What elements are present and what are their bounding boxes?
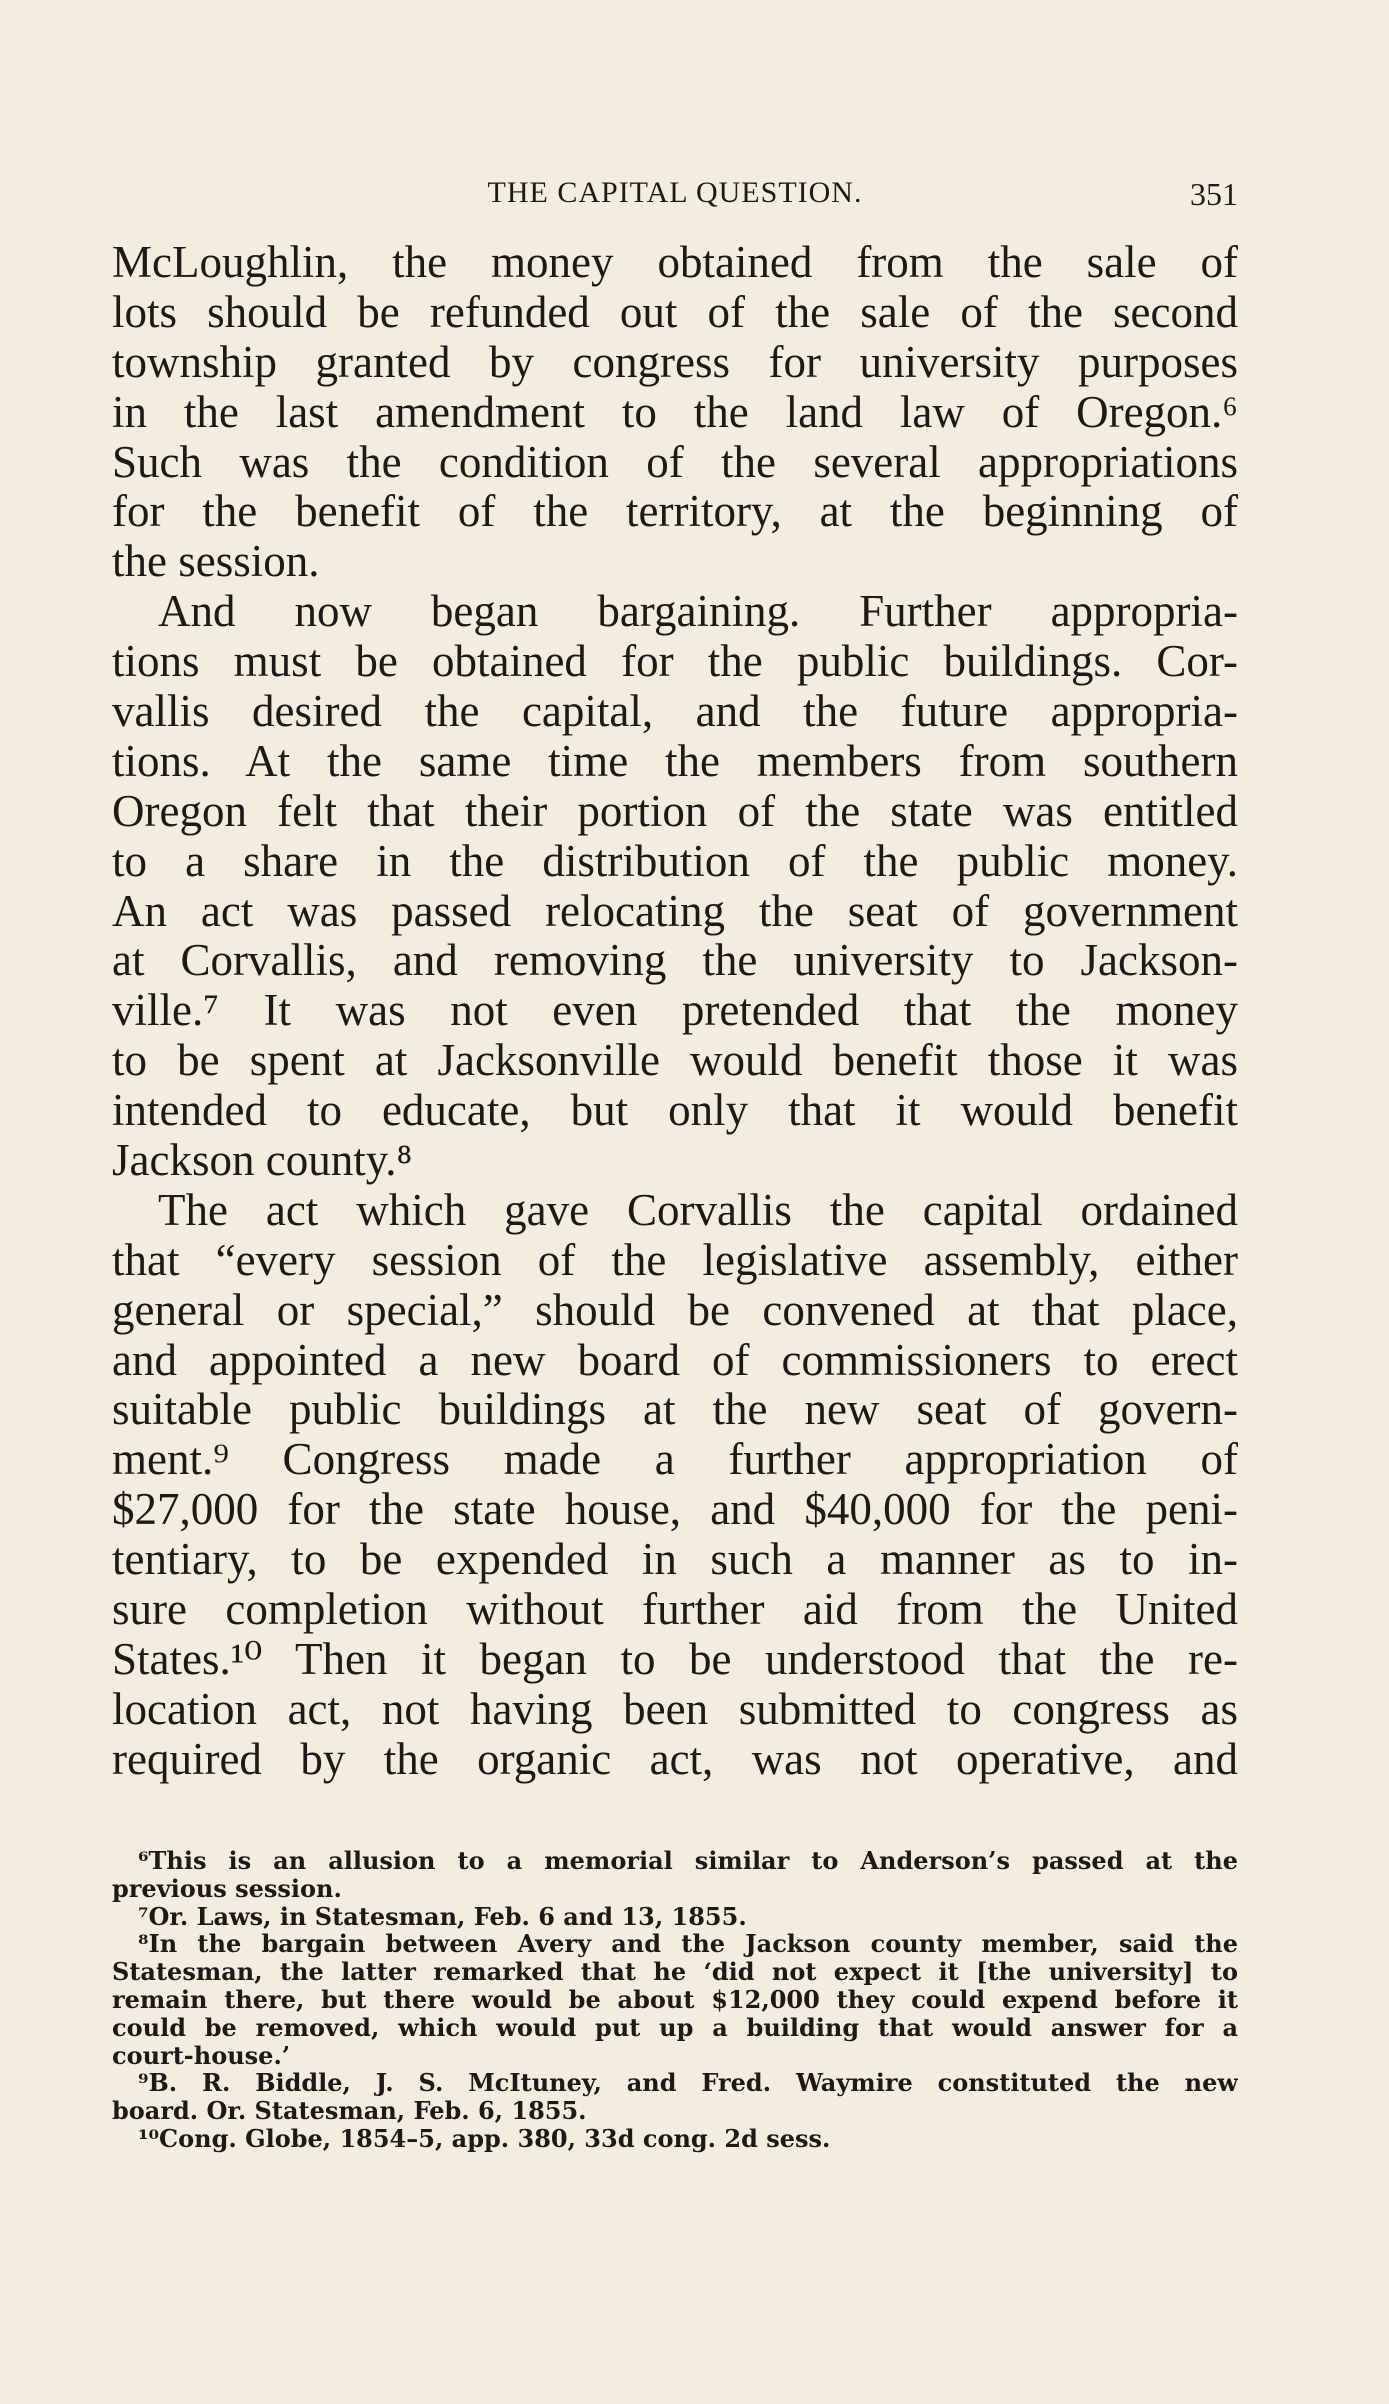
text-line: sure completion without further aid from the United [112,1585,1238,1635]
running-title: THE CAPITAL QUESTION. [487,176,863,209]
text-line: intended to educate, but only that it would benefit [112,1086,1238,1136]
text-line: And now began bargaining. Further appropria- [158,587,1238,637]
text-line: Jackson county.⁸ [112,1136,413,1186]
text-line: suitable public buildings at the new seat of govern- [112,1385,1238,1435]
text-line: McLoughlin, the money obtained from the sale of [112,238,1238,287]
footnote-line: Statesman, the latter remarked that he ‘did not expect it [the university] to [112,1958,1238,1986]
text-line: States.¹⁰ Then it began to be understood that the re- [112,1634,1238,1684]
footnote-line: ⁸In the bargain between Avery and the Jackson county member, said the [138,1930,1238,1959]
text-line: to be spent at Jacksonville would benefit those it was [112,1036,1238,1086]
body-text [112,238,1238,1785]
footnote-line: ¹⁰Cong. Globe, 1854–5, app. 380, 33d cong. 2d sess. [138,2124,831,2153]
text-line: Such was the condition of the several appropriations [112,437,1238,487]
text-line: Oregon felt that their portion of the state was entitled [112,786,1238,836]
text-line: An act was passed relocating the seat of government [112,886,1238,936]
text-line: in the last amendment to the land law of Oregon.⁶ [112,387,1238,437]
text-line: that “every session of the legislative assembly, either [112,1235,1238,1285]
text-line: The act which gave Corvallis the capital ordained [158,1185,1238,1235]
text-line: at Corvallis, and removing the university to Jackson- [112,936,1238,986]
footnote-line: court-house.’ [112,2041,291,2070]
text-line: required by the organic act, was not operative, and [112,1734,1238,1784]
footnote-line: ⁷Or. Laws, in Statesman, Feb. 6 and 13, 1855. [138,1902,747,1931]
text-line: tions must be obtained for the public buildings. Cor- [112,637,1238,687]
footnote-line: could be removed, which would put up a building that would answer for a [112,2013,1238,2042]
text-line: tions. At the same time the members from southern [112,736,1238,786]
text-line: the session. [112,537,320,587]
text-line: and appointed a new board of commissioners to erect [112,1335,1238,1385]
footnotes [112,1847,1238,2153]
text-line: ville.⁷ It was not even pretended that the money [112,986,1238,1036]
footnote-line: previous session. [112,1874,342,1903]
footnote-line: board. Or. Statesman, Feb. 6, 1855. [112,2097,587,2125]
text-line: to a share in the distribution of the public money. [112,836,1238,886]
text-line: general or special,” should be convened at that place, [112,1285,1238,1335]
page-number: 351 [1190,176,1238,212]
text-line: ment.⁹ Congress made a further appropriation of [112,1435,1238,1485]
text-line: $27,000 for the state house, and $40,000 for the peni- [112,1485,1238,1535]
text-line: lots should be refunded out of the sale of the second [112,287,1238,337]
text-line: for the benefit of the territory, at the beginning of [112,487,1238,537]
footnote-line: ⁹B. R. Biddle, J. S. McItuney, and Fred. Waymire constituted the new [138,2069,1238,2098]
text-line: vallis desired the capital, and the future appropria- [112,687,1238,737]
text-line: township granted by congress for university purposes [112,337,1238,387]
footnote-line: ⁶This is an allusion to a memorial similar to Anderson’s passed at the [138,1847,1238,1875]
text-line: tentiary, to be expended in such a manner as to in- [112,1535,1238,1585]
footnote-line: remain there, but there would be about $12,000 they could expend before it [112,1985,1238,2014]
text-line: location act, not having been submitted to congress as [112,1684,1238,1734]
running-head [112,176,1238,216]
